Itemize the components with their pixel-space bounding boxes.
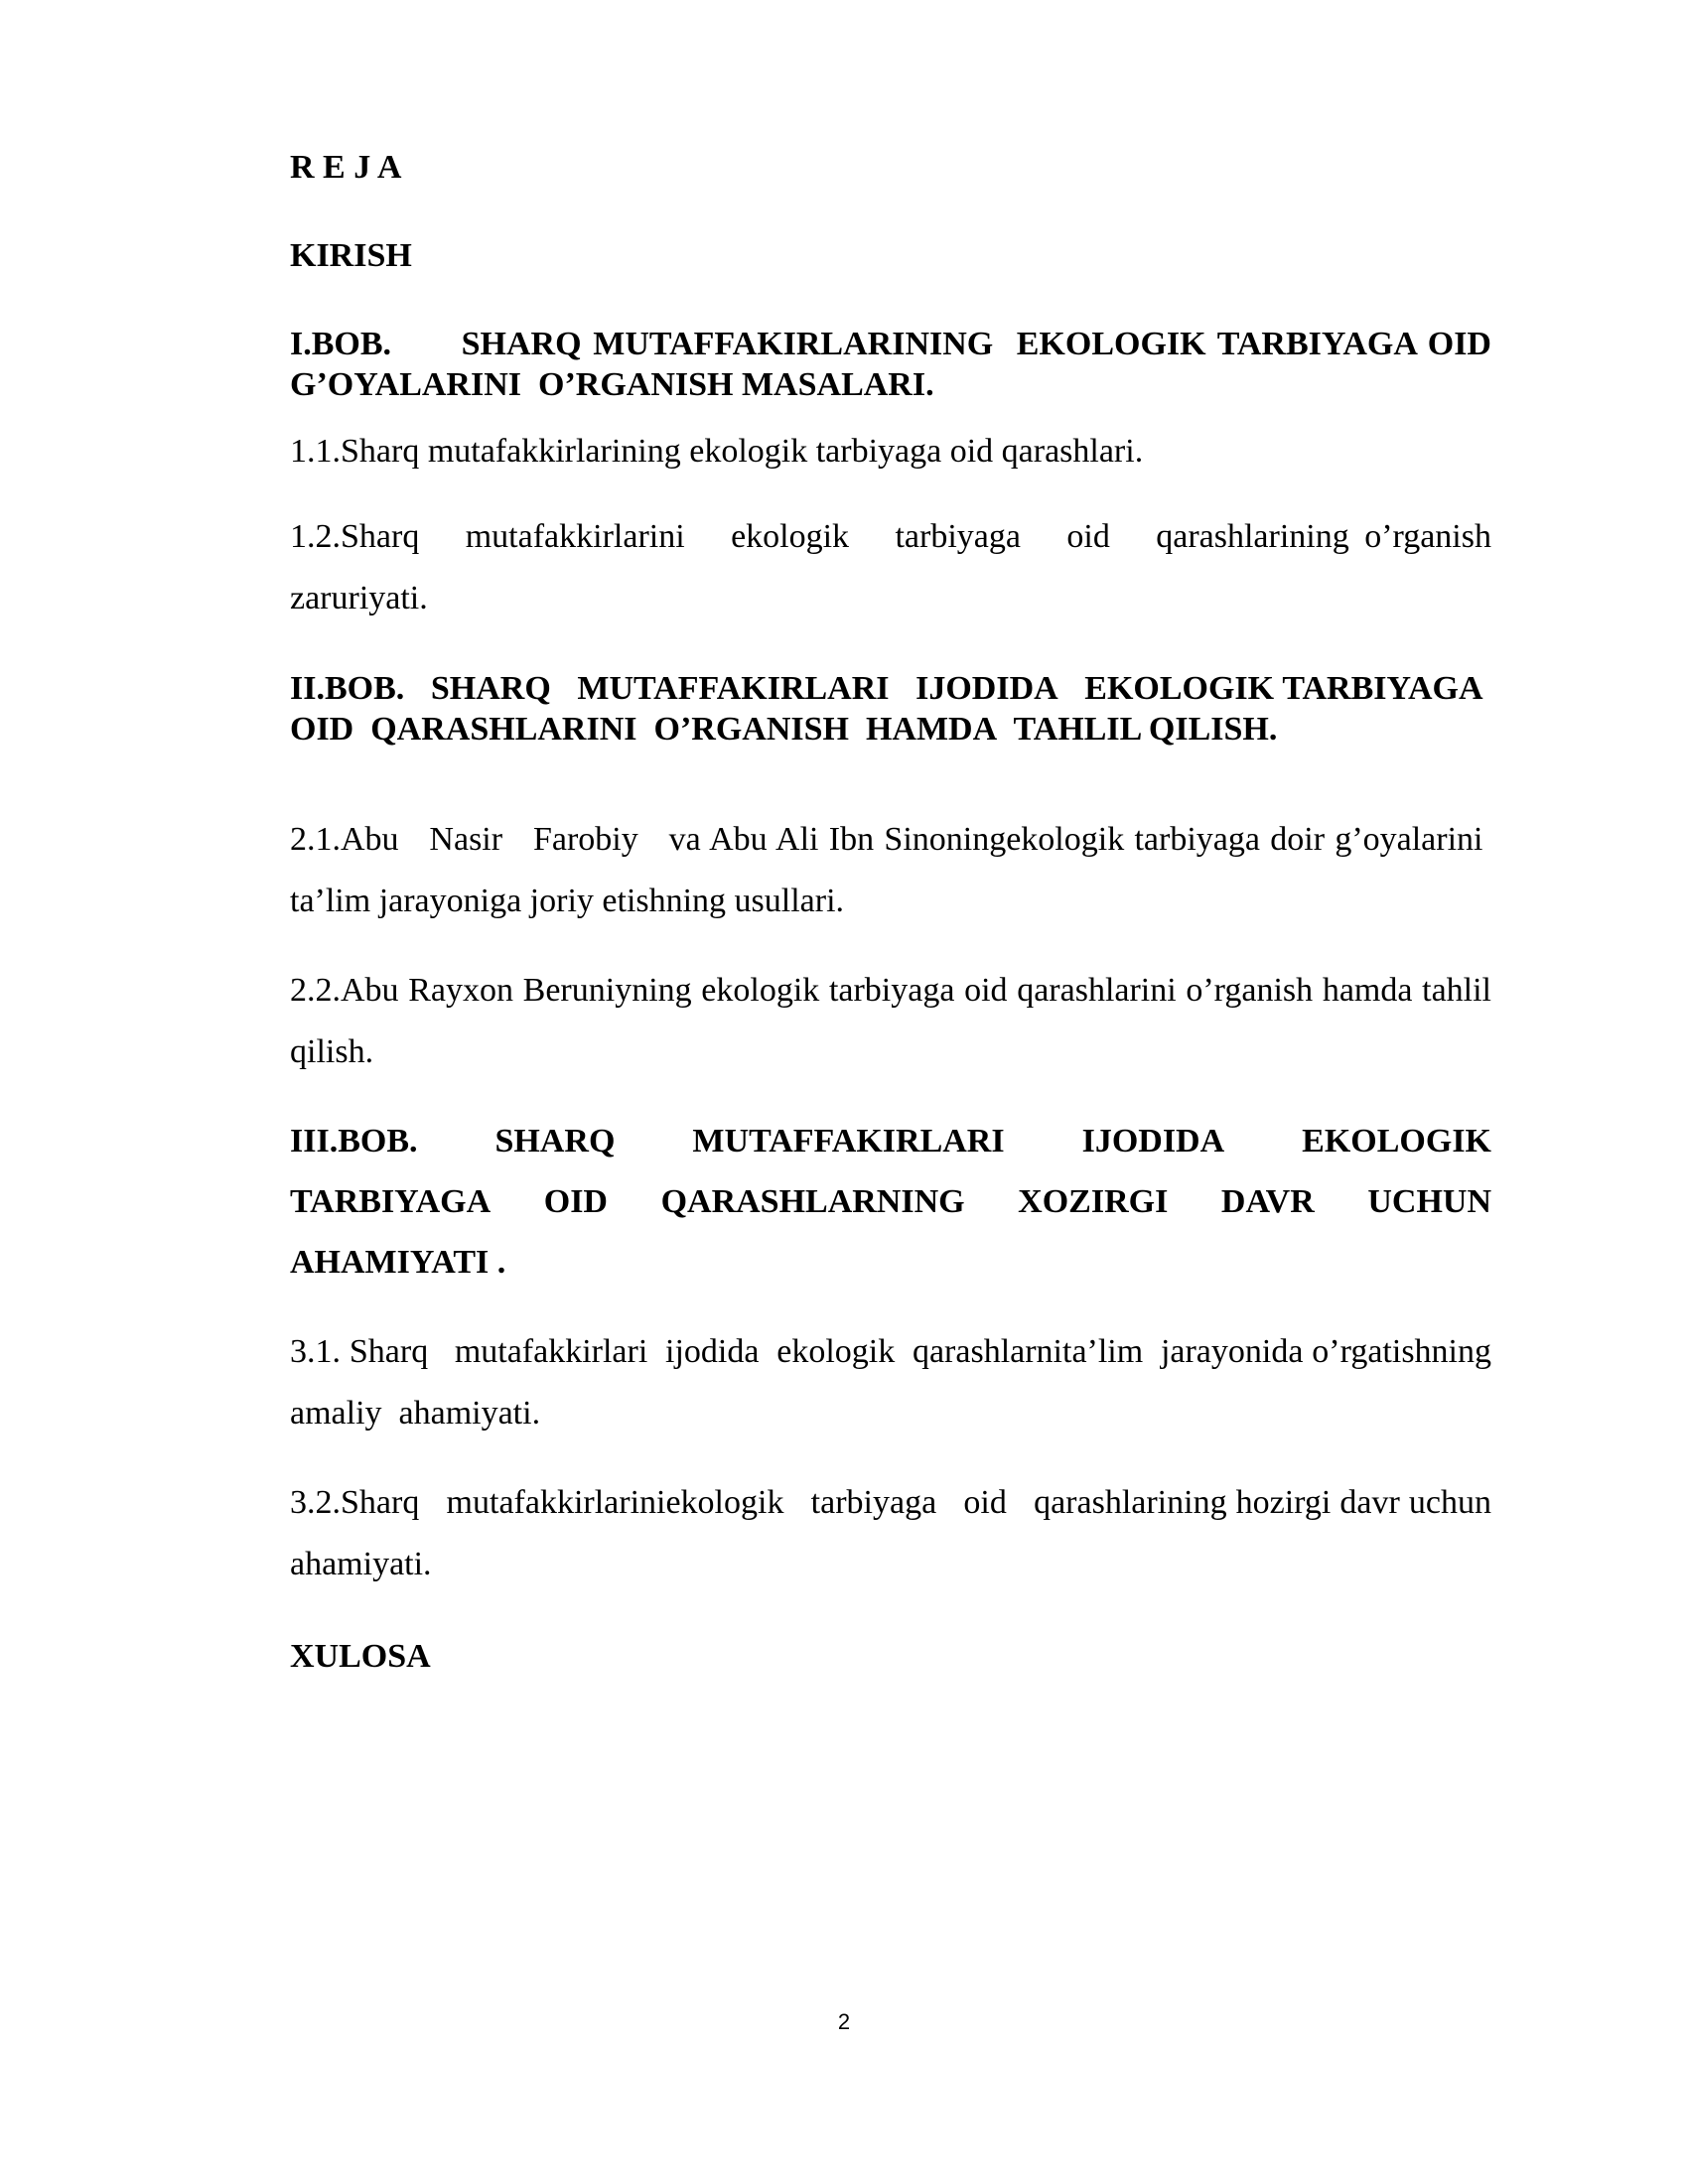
introduction-heading: KIRISH xyxy=(290,237,412,274)
chapter-2-title: II.BOB. SHARQ MUTAFFAKIRLARI IJODIDA EKOLOGIK TARBIYAGA OID QARASHLARINI O’RGANISH HAMDA TAHLIL QILISH. xyxy=(290,670,1491,748)
section-1-1: 1.1.Sharq mutafakkirlarining ekologik tarbiyaga oid qarashlari. xyxy=(290,433,1144,470)
section-1-2: 1.2.Sharq mutafakkirlarini ekologik tarbiyaga oid qarashlarining o’rganish zaruriyati. xyxy=(290,518,1491,616)
section-3-2: 3.2.Sharq mutafakkirlariniekologik tarbiyaga oid qarashlarining hozirgi davr uchun ahamiyati. xyxy=(290,1484,1491,1582)
chapter-3-title: III.BOB. SHARQ MUTAFFAKIRLARI IJODIDA EKOLOGIK TARBIYAGA OID QARASHLARNING XOZIRGI DAVR UCHUN AHAMIYATI . xyxy=(290,1123,1491,1281)
plan-title: R E J A xyxy=(290,149,402,186)
section-2-1: 2.1.Abu Nasir Farobiy va Abu Ali Ibn Sinoningekologik tarbiyaga doir g’oyalarini ta’lim jarayoniga joriy etishning usullari. xyxy=(290,821,1491,919)
page-number: 2 xyxy=(837,2009,851,2034)
chapter-1-title: I.BOB. SHARQ MUTAFFAKIRLARINING EKOLOGIK TARBIYAGA OID G’OYALARINI O’RGANISH MASALARI. xyxy=(290,326,1491,403)
section-2-2: 2.2.Abu Rayxon Beruniyning ekologik tarbiyaga oid qarashlarini o’rganish hamda tahlil qilish. xyxy=(290,972,1491,1070)
section-3-1: 3.1. Sharq mutafakkirlari ijodida ekologik qarashlarnita’lim jarayonida o’rgatishning amaliy ahamiyati. xyxy=(290,1333,1491,1432)
conclusion-heading: XULOSA xyxy=(290,1638,431,1675)
